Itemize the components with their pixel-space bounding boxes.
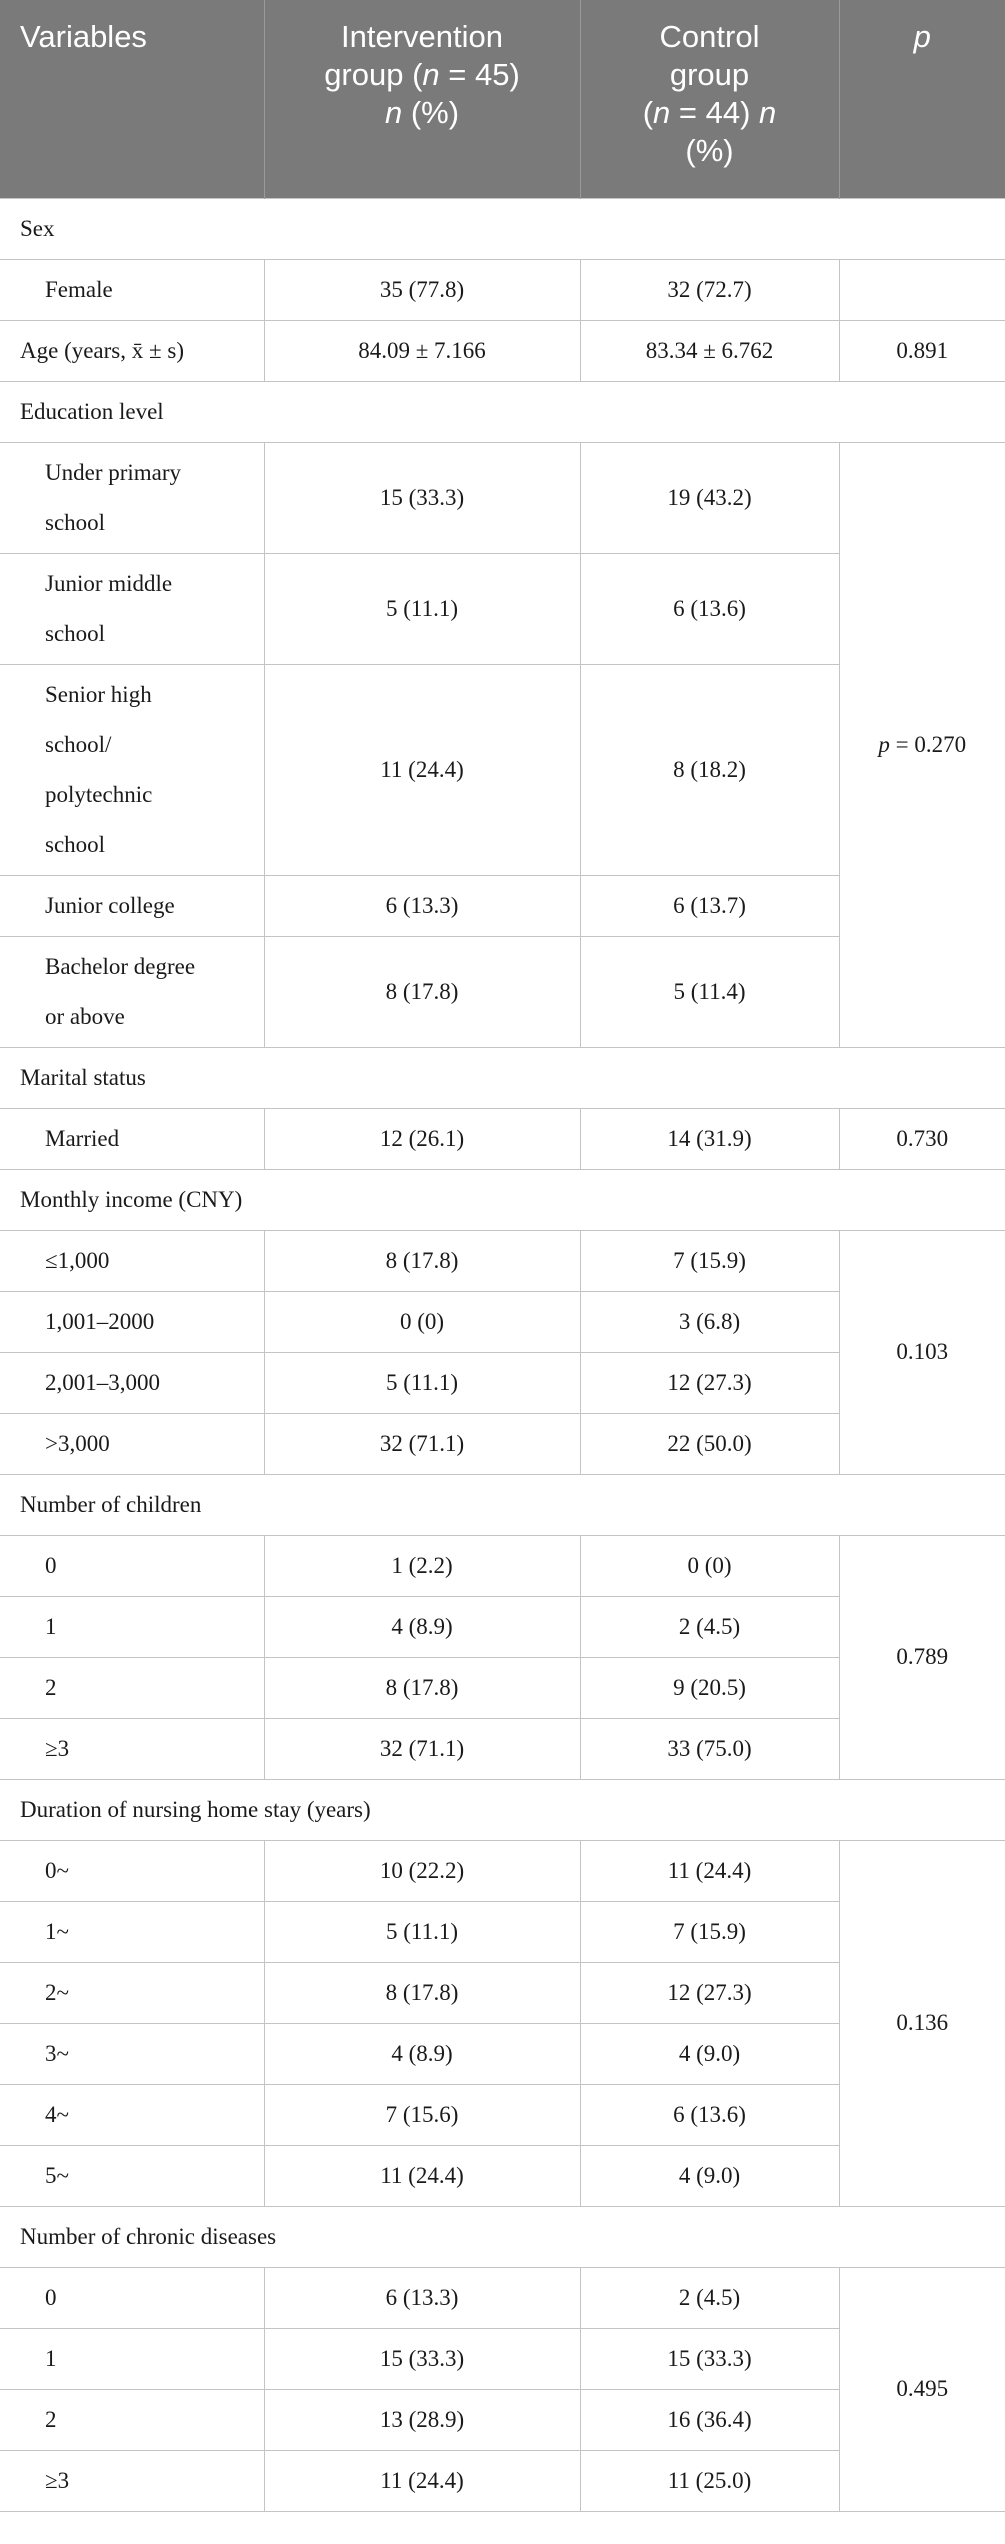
section-row-education: Education level — [0, 381, 1005, 442]
table-row: ≥3 32 (71.1) 33 (75.0) — [0, 1718, 1005, 1779]
table-row: Married 12 (26.1) 14 (31.9) 0.730 — [0, 1108, 1005, 1169]
table-row: ≥3 11 (24.4) 11 (25.0) — [0, 2450, 1005, 2511]
table-row: 1 15 (33.3) 15 (33.3) — [0, 2328, 1005, 2389]
table-row: 1 4 (8.9) 2 (4.5) — [0, 1596, 1005, 1657]
header-variables: Variables — [0, 0, 264, 198]
table-row: 0 6 (13.3) 2 (4.5) 0.495 — [0, 2267, 1005, 2328]
table-row: 3~ 4 (8.9) 4 (9.0) — [0, 2023, 1005, 2084]
section-row-duration: Duration of nursing home stay (years) — [0, 1779, 1005, 1840]
table-row: >3,000 32 (71.1) 22 (50.0) — [0, 1413, 1005, 1474]
table-row: 5~ 11 (24.4) 4 (9.0) — [0, 2145, 1005, 2206]
education-p-value: p = 0.270 — [839, 442, 1005, 1047]
table-row: 2 8 (17.8) 9 (20.5) — [0, 1657, 1005, 1718]
header-intervention: Intervention group (n = 45) n (%) — [264, 0, 580, 198]
section-row-marital: Marital status — [0, 1047, 1005, 1108]
table-row: 2 13 (28.9) 16 (36.4) — [0, 2389, 1005, 2450]
table-row: 1,001–2000 0 (0) 3 (6.8) — [0, 1291, 1005, 1352]
table-row: Female 35 (77.8) 32 (72.7) — [0, 259, 1005, 320]
section-row-income: Monthly income (CNY) — [0, 1169, 1005, 1230]
header-control: Control group (n = 44) n (%) — [580, 0, 839, 198]
income-p-value: 0.103 — [839, 1230, 1005, 1474]
table-row: Bachelor degree or above 8 (17.8) 5 (11.4) — [0, 936, 1005, 1047]
table-row: Under primary school 15 (33.3) 19 (43.2) p = 0.270 — [0, 442, 1005, 553]
table-row: 1~ 5 (11.1) 7 (15.9) — [0, 1901, 1005, 1962]
section-row-sex: Sex — [0, 198, 1005, 259]
table-row: 2,001–3,000 5 (11.1) 12 (27.3) — [0, 1352, 1005, 1413]
table-row: Junior college 6 (13.3) 6 (13.7) — [0, 875, 1005, 936]
section-row-children: Number of children — [0, 1474, 1005, 1535]
table-row: Age (years, x̄ ± s) 84.09 ± 7.166 83.34 ± 6.762 0.891 — [0, 320, 1005, 381]
header-row — [0, 0, 1005, 198]
chronic-p-value: 0.495 — [839, 2267, 1005, 2511]
table-row: ≤1,000 8 (17.8) 7 (15.9) 0.103 — [0, 1230, 1005, 1291]
table-row: 4~ 7 (15.6) 6 (13.6) — [0, 2084, 1005, 2145]
table-row: Junior middle school 5 (11.1) 6 (13.6) — [0, 553, 1005, 664]
table-row: Senior high school/ polytechnic school 11 (24.4) 8 (18.2) — [0, 664, 1005, 875]
table-row: 0 1 (2.2) 0 (0) 0.789 — [0, 1535, 1005, 1596]
duration-p-value: 0.136 — [839, 1840, 1005, 2206]
section-row-chronic: Number of chronic diseases — [0, 2206, 1005, 2267]
table-row: 2~ 8 (17.8) 12 (27.3) — [0, 1962, 1005, 2023]
children-p-value: 0.789 — [839, 1535, 1005, 1779]
header-p: p — [839, 0, 1005, 198]
table-row: 0~ 10 (22.2) 11 (24.4) 0.136 — [0, 1840, 1005, 1901]
